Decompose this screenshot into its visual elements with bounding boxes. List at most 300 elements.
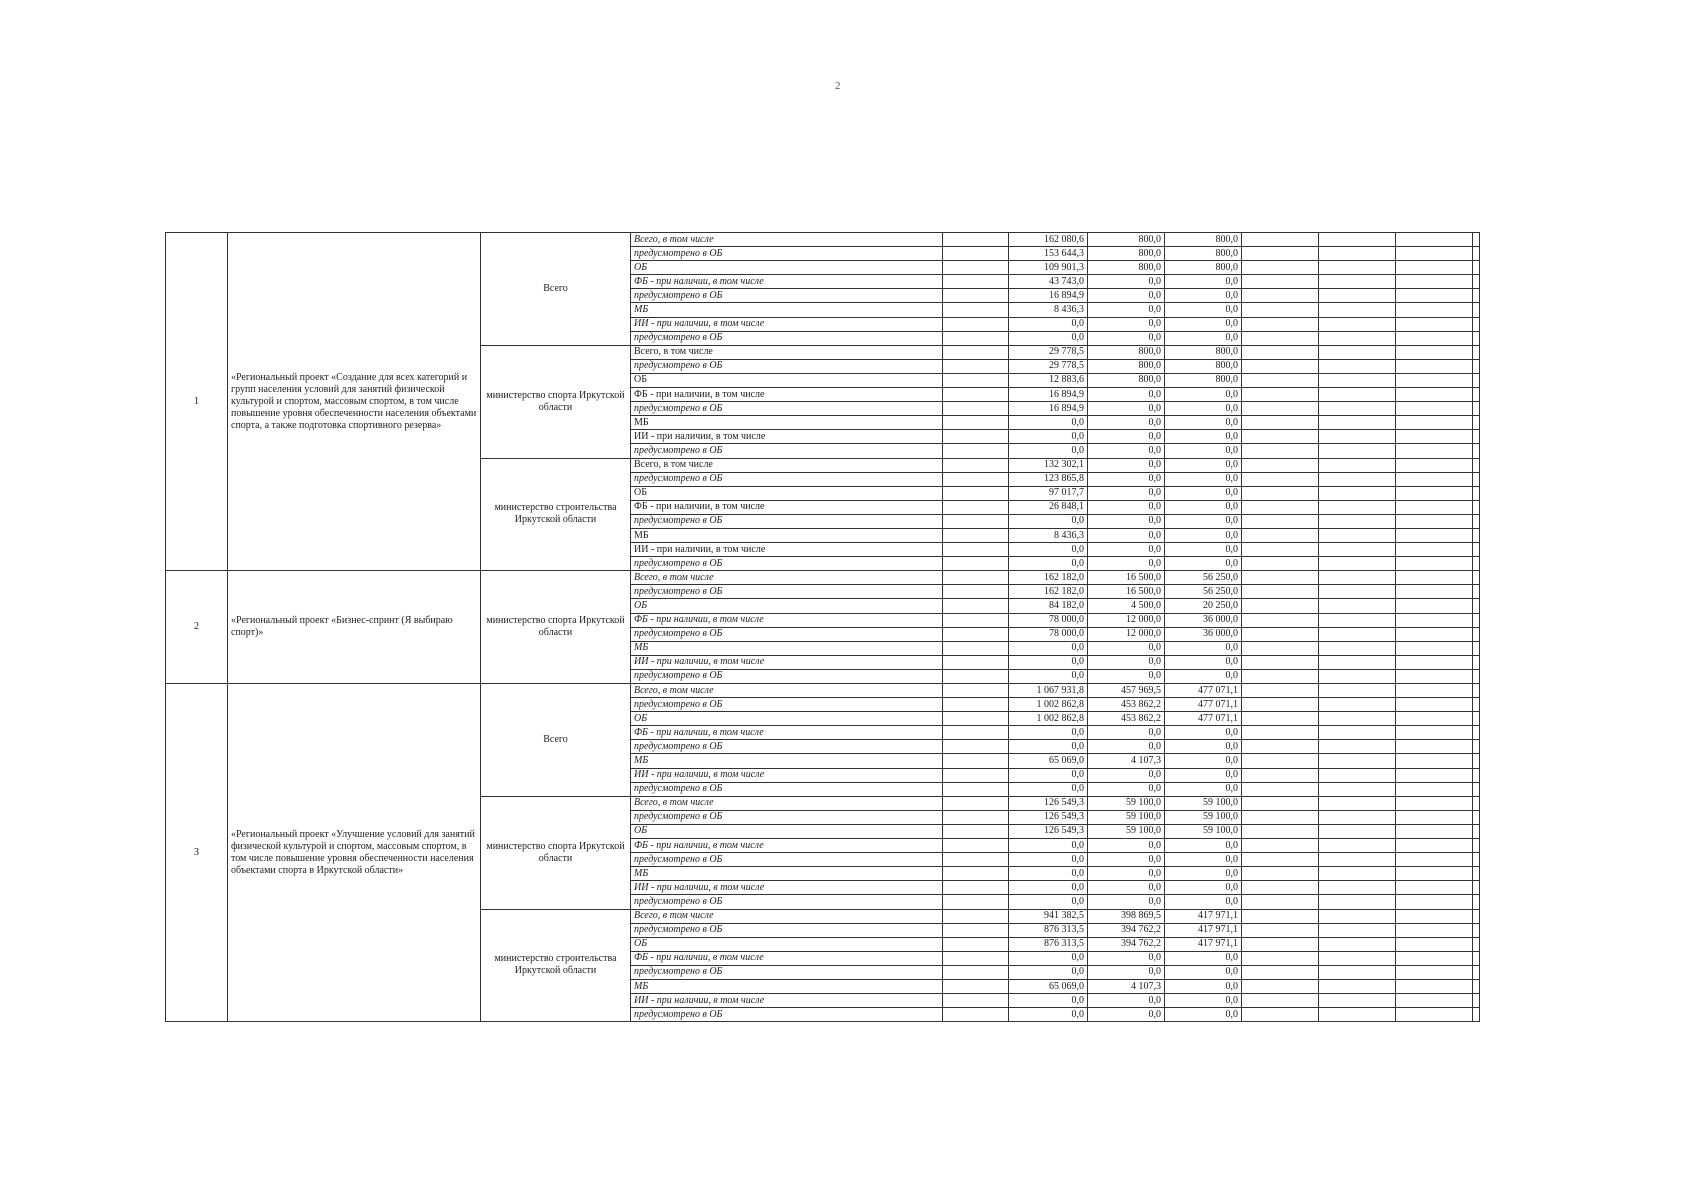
funding-source: ОБ <box>631 373 943 387</box>
empty-cell <box>943 402 1009 416</box>
empty-cell <box>1242 965 1319 979</box>
amount-cell: 0,0 <box>1165 951 1242 965</box>
amount-cell: 0,0 <box>1088 331 1165 345</box>
amount-cell: 800,0 <box>1165 373 1242 387</box>
amount-cell: 0,0 <box>1088 289 1165 303</box>
funding-source: ФБ - при наличии, в том числе <box>631 613 943 627</box>
empty-cell <box>1473 317 1480 331</box>
empty-cell <box>1242 669 1319 683</box>
amount-cell: 56 250,0 <box>1165 585 1242 599</box>
amount-cell: 0,0 <box>1088 951 1165 965</box>
empty-cell <box>1319 275 1396 289</box>
amount-cell: 0,0 <box>1009 951 1088 965</box>
empty-cell <box>1473 641 1480 655</box>
funding-source: предусмотрено в ОБ <box>631 444 943 458</box>
empty-cell <box>1396 895 1473 909</box>
empty-cell <box>1319 585 1396 599</box>
amount-cell: 0,0 <box>1165 486 1242 500</box>
empty-cell <box>1242 613 1319 627</box>
amount-cell: 78 000,0 <box>1009 627 1088 641</box>
empty-cell <box>1319 289 1396 303</box>
empty-cell <box>1396 796 1473 810</box>
table-row <box>166 571 1480 585</box>
empty-cell <box>1319 557 1396 571</box>
empty-cell <box>1396 669 1473 683</box>
empty-cell <box>1473 233 1480 247</box>
empty-cell <box>1242 754 1319 768</box>
empty-cell <box>1473 275 1480 289</box>
empty-cell <box>943 712 1009 726</box>
empty-cell <box>943 430 1009 444</box>
empty-cell <box>943 247 1009 261</box>
funding-source: Всего, в том числе <box>631 233 943 247</box>
amount-cell: 126 549,3 <box>1009 796 1088 810</box>
amount-cell: 0,0 <box>1088 839 1165 853</box>
section-number: 1 <box>166 233 228 571</box>
empty-cell <box>1319 669 1396 683</box>
empty-cell <box>1473 486 1480 500</box>
amount-cell: 417 971,1 <box>1165 909 1242 923</box>
amount-cell: 0,0 <box>1009 782 1088 796</box>
empty-cell <box>943 937 1009 951</box>
empty-cell <box>943 810 1009 824</box>
empty-cell <box>1473 909 1480 923</box>
amount-cell: 941 382,5 <box>1009 909 1088 923</box>
amount-cell: 0,0 <box>1009 881 1088 895</box>
amount-cell: 0,0 <box>1165 416 1242 430</box>
executor-name: Всего <box>481 684 631 797</box>
empty-cell <box>1396 402 1473 416</box>
empty-cell <box>1319 782 1396 796</box>
empty-cell <box>1396 359 1473 373</box>
empty-cell <box>943 416 1009 430</box>
amount-cell: 0,0 <box>1088 994 1165 1008</box>
amount-cell: 0,0 <box>1088 486 1165 500</box>
empty-cell <box>1319 641 1396 655</box>
empty-cell <box>1473 331 1480 345</box>
amount-cell: 0,0 <box>1009 514 1088 528</box>
funding-source: МБ <box>631 641 943 655</box>
empty-cell <box>1319 486 1396 500</box>
empty-cell <box>1396 275 1473 289</box>
empty-cell <box>1242 824 1319 838</box>
empty-cell <box>1396 712 1473 726</box>
empty-cell <box>1242 247 1319 261</box>
empty-cell <box>1242 839 1319 853</box>
empty-cell <box>1396 430 1473 444</box>
amount-cell: 0,0 <box>1009 557 1088 571</box>
empty-cell <box>1396 768 1473 782</box>
amount-cell: 0,0 <box>1009 416 1088 430</box>
empty-cell <box>1396 500 1473 514</box>
executor-name: министерство строительства Иркутской области <box>481 909 631 1022</box>
empty-cell <box>1319 951 1396 965</box>
empty-cell <box>1473 951 1480 965</box>
empty-cell <box>943 303 1009 317</box>
empty-cell <box>1473 557 1480 571</box>
empty-cell <box>1319 416 1396 430</box>
empty-cell <box>1242 698 1319 712</box>
funding-source: предусмотрено в ОБ <box>631 740 943 754</box>
empty-cell <box>1473 754 1480 768</box>
section-number: 3 <box>166 684 228 1022</box>
amount-cell: 26 848,1 <box>1009 500 1088 514</box>
amount-cell: 0,0 <box>1165 331 1242 345</box>
amount-cell: 453 862,2 <box>1088 712 1165 726</box>
empty-cell <box>943 331 1009 345</box>
empty-cell <box>1242 768 1319 782</box>
empty-cell <box>1319 247 1396 261</box>
empty-cell <box>1242 599 1319 613</box>
amount-cell: 0,0 <box>1165 317 1242 331</box>
executor-name: министерство спорта Иркутской области <box>481 796 631 909</box>
funding-source: ОБ <box>631 599 943 613</box>
empty-cell <box>1319 345 1396 359</box>
empty-cell <box>1473 599 1480 613</box>
empty-cell <box>1396 627 1473 641</box>
empty-cell <box>1396 514 1473 528</box>
amount-cell: 0,0 <box>1088 669 1165 683</box>
empty-cell <box>1396 881 1473 895</box>
funding-source: ИИ - при наличии, в том числе <box>631 543 943 557</box>
funding-source: МБ <box>631 303 943 317</box>
funding-source: ОБ <box>631 824 943 838</box>
amount-cell: 800,0 <box>1165 359 1242 373</box>
empty-cell <box>1319 937 1396 951</box>
amount-cell: 876 313,5 <box>1009 923 1088 937</box>
empty-cell <box>1473 528 1480 542</box>
amount-cell: 0,0 <box>1165 528 1242 542</box>
amount-cell: 0,0 <box>1088 726 1165 740</box>
amount-cell: 0,0 <box>1009 740 1088 754</box>
funding-source: предусмотрено в ОБ <box>631 923 943 937</box>
funding-source: ОБ <box>631 486 943 500</box>
empty-cell <box>1396 923 1473 937</box>
amount-cell: 12 000,0 <box>1088 627 1165 641</box>
empty-cell <box>1396 810 1473 824</box>
empty-cell <box>1319 514 1396 528</box>
empty-cell <box>1396 289 1473 303</box>
amount-cell: 0,0 <box>1165 458 1242 472</box>
empty-cell <box>1242 712 1319 726</box>
funding-source: ИИ - при наличии, в том числе <box>631 655 943 669</box>
empty-cell <box>1242 585 1319 599</box>
empty-cell <box>1396 599 1473 613</box>
empty-cell <box>1319 373 1396 387</box>
amount-cell: 0,0 <box>1009 444 1088 458</box>
empty-cell <box>1319 599 1396 613</box>
empty-cell <box>1473 416 1480 430</box>
empty-cell <box>1473 458 1480 472</box>
empty-cell <box>1242 528 1319 542</box>
empty-cell <box>1473 881 1480 895</box>
empty-cell <box>1319 979 1396 993</box>
empty-cell <box>1242 726 1319 740</box>
amount-cell: 1 002 862,8 <box>1009 698 1088 712</box>
empty-cell <box>1473 810 1480 824</box>
empty-cell <box>1473 669 1480 683</box>
amount-cell: 65 069,0 <box>1009 754 1088 768</box>
amount-cell: 4 500,0 <box>1088 599 1165 613</box>
empty-cell <box>1242 655 1319 669</box>
amount-cell: 0,0 <box>1088 444 1165 458</box>
empty-cell <box>943 951 1009 965</box>
empty-cell <box>943 514 1009 528</box>
amount-cell: 0,0 <box>1088 528 1165 542</box>
empty-cell <box>943 486 1009 500</box>
amount-cell: 59 100,0 <box>1088 796 1165 810</box>
executor-name: министерство спорта Иркутской области <box>481 345 631 458</box>
empty-cell <box>1473 543 1480 557</box>
funding-source: Всего, в том числе <box>631 909 943 923</box>
empty-cell <box>943 698 1009 712</box>
funding-source: ФБ - при наличии, в том числе <box>631 388 943 402</box>
empty-cell <box>1319 726 1396 740</box>
amount-cell: 4 107,3 <box>1088 979 1165 993</box>
amount-cell: 109 901,3 <box>1009 261 1088 275</box>
empty-cell <box>1319 965 1396 979</box>
amount-cell: 0,0 <box>1165 881 1242 895</box>
amount-cell: 0,0 <box>1088 472 1165 486</box>
amount-cell: 0,0 <box>1165 430 1242 444</box>
empty-cell <box>1242 909 1319 923</box>
amount-cell: 12 883,6 <box>1009 373 1088 387</box>
amount-cell: 453 862,2 <box>1088 698 1165 712</box>
empty-cell <box>943 881 1009 895</box>
project-name: «Региональный проект «Улучшение условий для занятий физической культурой и спортом, массовым спортом, в том числе повышение уровня обеспеченности населения объектами спорта в Иркутской области» <box>228 684 481 1022</box>
empty-cell <box>1396 585 1473 599</box>
empty-cell <box>1473 613 1480 627</box>
funding-source: предусмотрено в ОБ <box>631 669 943 683</box>
empty-cell <box>1319 881 1396 895</box>
empty-cell <box>1473 444 1480 458</box>
empty-cell <box>1242 345 1319 359</box>
funding-source: предусмотрено в ОБ <box>631 895 943 909</box>
empty-cell <box>1242 514 1319 528</box>
amount-cell: 0,0 <box>1165 500 1242 514</box>
empty-cell <box>1473 571 1480 585</box>
funding-source: ИИ - при наличии, в том числе <box>631 881 943 895</box>
funding-source: ФБ - при наличии, в том числе <box>631 275 943 289</box>
amount-cell: 59 100,0 <box>1088 810 1165 824</box>
amount-cell: 0,0 <box>1009 853 1088 867</box>
empty-cell <box>943 796 1009 810</box>
empty-cell <box>1242 557 1319 571</box>
empty-cell <box>1319 458 1396 472</box>
amount-cell: 0,0 <box>1165 965 1242 979</box>
empty-cell <box>1242 359 1319 373</box>
amount-cell: 800,0 <box>1165 247 1242 261</box>
empty-cell <box>1473 853 1480 867</box>
amount-cell: 56 250,0 <box>1165 571 1242 585</box>
empty-cell <box>1319 895 1396 909</box>
empty-cell <box>1319 543 1396 557</box>
amount-cell: 12 000,0 <box>1088 613 1165 627</box>
empty-cell <box>1396 261 1473 275</box>
empty-cell <box>1396 472 1473 486</box>
empty-cell <box>1319 754 1396 768</box>
empty-cell <box>1319 909 1396 923</box>
empty-cell <box>1473 289 1480 303</box>
amount-cell: 800,0 <box>1088 373 1165 387</box>
amount-cell: 800,0 <box>1088 247 1165 261</box>
empty-cell <box>1242 543 1319 557</box>
amount-cell: 0,0 <box>1165 740 1242 754</box>
amount-cell: 1 002 862,8 <box>1009 712 1088 726</box>
empty-cell <box>943 472 1009 486</box>
empty-cell <box>1473 359 1480 373</box>
empty-cell <box>1319 528 1396 542</box>
amount-cell: 0,0 <box>1088 458 1165 472</box>
empty-cell <box>1319 684 1396 698</box>
empty-cell <box>1473 994 1480 1008</box>
empty-cell <box>1319 317 1396 331</box>
amount-cell: 800,0 <box>1165 261 1242 275</box>
empty-cell <box>1396 754 1473 768</box>
empty-cell <box>1242 416 1319 430</box>
empty-cell <box>1396 247 1473 261</box>
empty-cell <box>1473 402 1480 416</box>
empty-cell <box>1396 994 1473 1008</box>
empty-cell <box>1396 373 1473 387</box>
empty-cell <box>1242 923 1319 937</box>
amount-cell: 0,0 <box>1009 317 1088 331</box>
amount-cell: 800,0 <box>1088 359 1165 373</box>
empty-cell <box>1242 303 1319 317</box>
empty-cell <box>1473 698 1480 712</box>
empty-cell <box>1396 684 1473 698</box>
funding-source: ИИ - при наличии, в том числе <box>631 430 943 444</box>
empty-cell <box>943 317 1009 331</box>
amount-cell: 0,0 <box>1088 514 1165 528</box>
amount-cell: 477 071,1 <box>1165 712 1242 726</box>
empty-cell <box>943 740 1009 754</box>
funding-source: МБ <box>631 528 943 542</box>
amount-cell: 29 778,5 <box>1009 359 1088 373</box>
empty-cell <box>1319 388 1396 402</box>
amount-cell: 0,0 <box>1165 655 1242 669</box>
empty-cell <box>1242 895 1319 909</box>
empty-cell <box>1473 895 1480 909</box>
empty-cell <box>1473 712 1480 726</box>
amount-cell: 36 000,0 <box>1165 613 1242 627</box>
empty-cell <box>1242 402 1319 416</box>
amount-cell: 97 017,7 <box>1009 486 1088 500</box>
empty-cell <box>1396 726 1473 740</box>
amount-cell: 29 778,5 <box>1009 345 1088 359</box>
amount-cell: 8 436,3 <box>1009 528 1088 542</box>
empty-cell <box>1396 317 1473 331</box>
funding-source: Всего, в том числе <box>631 571 943 585</box>
amount-cell: 0,0 <box>1165 768 1242 782</box>
amount-cell: 123 865,8 <box>1009 472 1088 486</box>
funding-source: предусмотрено в ОБ <box>631 514 943 528</box>
empty-cell <box>1396 571 1473 585</box>
amount-cell: 0,0 <box>1088 303 1165 317</box>
amount-cell: 0,0 <box>1009 726 1088 740</box>
empty-cell <box>1473 867 1480 881</box>
executor-name: Всего <box>481 233 631 346</box>
empty-cell <box>943 275 1009 289</box>
empty-cell <box>1242 627 1319 641</box>
amount-cell: 0,0 <box>1165 402 1242 416</box>
empty-cell <box>1396 528 1473 542</box>
amount-cell: 0,0 <box>1088 500 1165 514</box>
amount-cell: 0,0 <box>1009 331 1088 345</box>
empty-cell <box>1242 853 1319 867</box>
empty-cell <box>1319 261 1396 275</box>
empty-cell <box>1242 994 1319 1008</box>
empty-cell <box>1319 233 1396 247</box>
empty-cell <box>1396 345 1473 359</box>
empty-cell <box>1396 486 1473 500</box>
empty-cell <box>1473 373 1480 387</box>
amount-cell: 0,0 <box>1165 388 1242 402</box>
empty-cell <box>1473 303 1480 317</box>
amount-cell: 0,0 <box>1009 994 1088 1008</box>
empty-cell <box>1396 1008 1473 1022</box>
empty-cell <box>1396 824 1473 838</box>
funding-source: МБ <box>631 979 943 993</box>
funding-source: МБ <box>631 867 943 881</box>
amount-cell: 78 000,0 <box>1009 613 1088 627</box>
empty-cell <box>943 571 1009 585</box>
amount-cell: 0,0 <box>1088 740 1165 754</box>
empty-cell <box>943 994 1009 1008</box>
empty-cell <box>1319 613 1396 627</box>
amount-cell: 417 971,1 <box>1165 923 1242 937</box>
empty-cell <box>1473 782 1480 796</box>
empty-cell <box>943 684 1009 698</box>
empty-cell <box>1319 810 1396 824</box>
empty-cell <box>1396 233 1473 247</box>
empty-cell <box>1242 796 1319 810</box>
amount-cell: 0,0 <box>1009 895 1088 909</box>
amount-cell: 0,0 <box>1165 543 1242 557</box>
amount-cell: 398 869,5 <box>1088 909 1165 923</box>
amount-cell: 0,0 <box>1165 867 1242 881</box>
funding-source: ФБ - при наличии, в том числе <box>631 951 943 965</box>
empty-cell <box>1473 261 1480 275</box>
funding-source: ОБ <box>631 261 943 275</box>
amount-cell: 0,0 <box>1088 881 1165 895</box>
funding-source: предусмотрено в ОБ <box>631 782 943 796</box>
empty-cell <box>1473 684 1480 698</box>
amount-cell: 0,0 <box>1009 669 1088 683</box>
empty-cell <box>1396 853 1473 867</box>
amount-cell: 0,0 <box>1165 895 1242 909</box>
empty-cell <box>943 824 1009 838</box>
empty-cell <box>1319 923 1396 937</box>
amount-cell: 84 182,0 <box>1009 599 1088 613</box>
funding-source: ОБ <box>631 937 943 951</box>
amount-cell: 0,0 <box>1165 669 1242 683</box>
funding-source: ФБ - при наличии, в том числе <box>631 726 943 740</box>
empty-cell <box>943 359 1009 373</box>
empty-cell <box>1242 810 1319 824</box>
funding-source: Всего, в том числе <box>631 796 943 810</box>
amount-cell: 800,0 <box>1165 345 1242 359</box>
empty-cell <box>943 528 1009 542</box>
empty-cell <box>1319 430 1396 444</box>
empty-cell <box>1242 458 1319 472</box>
amount-cell: 0,0 <box>1165 557 1242 571</box>
funding-source: МБ <box>631 416 943 430</box>
empty-cell <box>1242 881 1319 895</box>
empty-cell <box>1473 839 1480 853</box>
amount-cell: 162 080,6 <box>1009 233 1088 247</box>
amount-cell: 16 894,9 <box>1009 388 1088 402</box>
